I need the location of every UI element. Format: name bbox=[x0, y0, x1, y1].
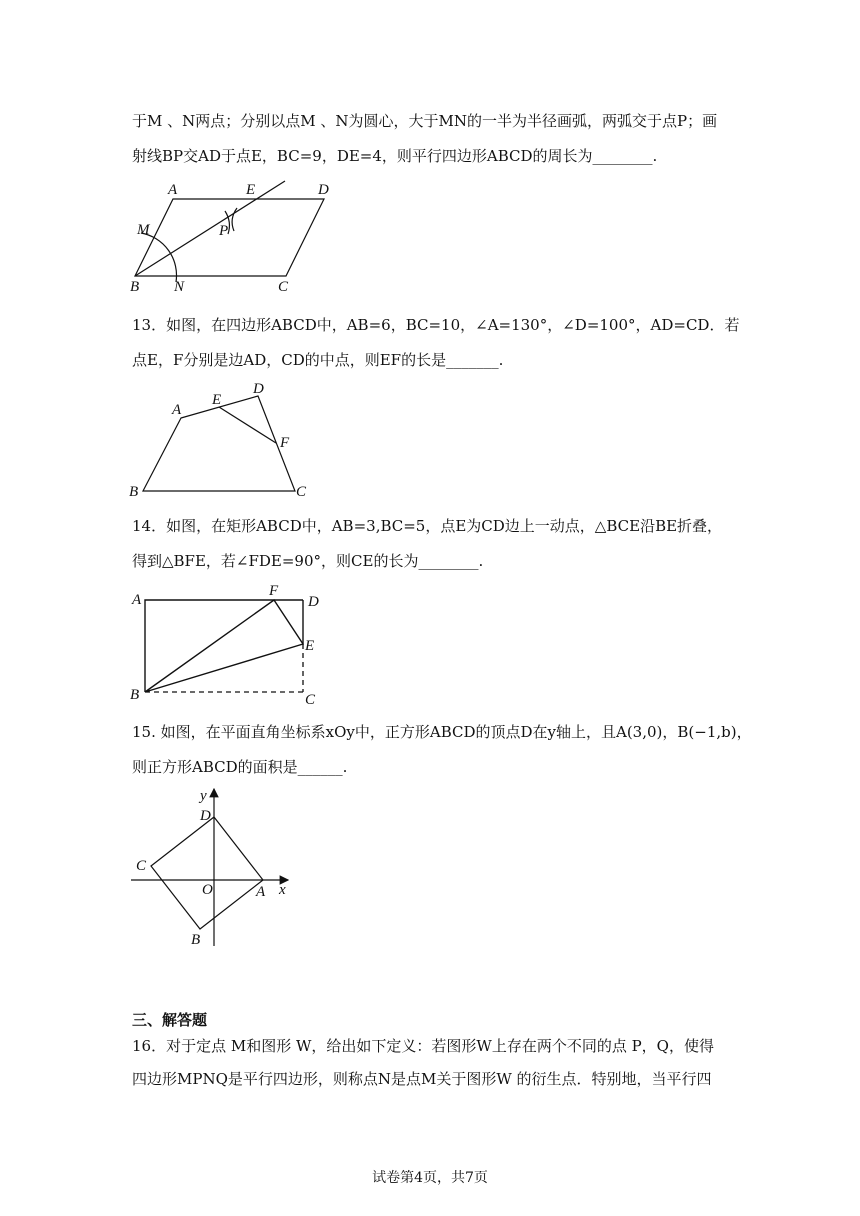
q14-label-e: E bbox=[305, 638, 315, 654]
q16-text-line2: 四边形MPNQ是平行四边形，则称点N是点M关于图形W 的衍生点．特别地，当平行四 bbox=[132, 1070, 712, 1088]
q16-text-line1: 16．对于定点 M和图形 W，给出如下定义：若图形W上存在两个不同的点 P，Q，使得 bbox=[132, 1037, 714, 1055]
q13-text-line2: 点E，F分别是边AD，CD的中点，则EF的长是_______. bbox=[132, 351, 504, 369]
q12-text-line1: 于M 、N两点；分别以点M 、N为圆心，大于MN的一半为半径画弧，两弧交于点P；画 bbox=[132, 112, 718, 130]
q15-label-b: B bbox=[191, 932, 201, 948]
q14-text-line2: 得到△BFE，若∠FDE=90°，则CE的长为________. bbox=[132, 552, 484, 570]
q15-label-x: x bbox=[279, 882, 286, 898]
q12-text-line2: 射线BP交AD于点E，BC=9，DE=4，则平行四边形ABCD的周长为________. bbox=[132, 147, 658, 165]
q15-label-y: y bbox=[200, 788, 207, 804]
q14-label-c: C bbox=[305, 692, 316, 708]
q14-text-line1: 14．如图，在矩形ABCD中，AB=3,BC=5，点E为CD边上一动点，△BCE沿BE折叠， bbox=[132, 517, 723, 535]
section-title: 三、解答题 bbox=[132, 1011, 208, 1029]
q12-figure bbox=[128, 178, 348, 298]
q13-label-f: F bbox=[280, 435, 290, 451]
q13-label-c: C bbox=[296, 484, 307, 500]
q13-figure bbox=[128, 380, 328, 505]
q14-label-d: D bbox=[308, 594, 319, 610]
q14-label-b: B bbox=[130, 687, 140, 703]
q13-label-b: B bbox=[129, 484, 139, 500]
q12-label-e: E bbox=[246, 182, 256, 198]
q12-label-a: A bbox=[168, 182, 178, 198]
q12-label-b: B bbox=[130, 279, 140, 295]
q15-text-line2: 则正方形ABCD的面积是______. bbox=[132, 758, 348, 776]
q14-label-a: A bbox=[132, 592, 142, 608]
q12-label-c: C bbox=[278, 279, 289, 295]
q12-label-p: P bbox=[219, 223, 229, 239]
q13-text-line1: 13．如图，在四边形ABCD中，AB=6，BC=10，∠A=130°，∠D=100°，AD=CD．若 bbox=[132, 316, 740, 334]
q13-label-e: E bbox=[212, 392, 222, 408]
q14-figure bbox=[128, 582, 328, 707]
q15-figure bbox=[128, 786, 308, 951]
q12-label-n: N bbox=[174, 279, 185, 295]
q15-text-line1: 15. 如图，在平面直角坐标系xOy中，正方形ABCD的顶点D在y轴上，且A(3,0)，B(−1,b)， bbox=[132, 723, 752, 741]
q15-label-o: O bbox=[202, 882, 213, 898]
q15-label-c: C bbox=[136, 858, 147, 874]
q15-label-a: A bbox=[256, 884, 266, 900]
q15-label-d: D bbox=[200, 808, 211, 824]
q14-label-f: F bbox=[269, 583, 279, 599]
q13-label-a: A bbox=[172, 402, 182, 418]
q12-label-m: M bbox=[137, 222, 150, 238]
q12-label-d: D bbox=[318, 182, 329, 198]
page-footer: 试卷第4页，共7页 bbox=[372, 1170, 488, 1186]
q13-label-d: D bbox=[253, 381, 264, 397]
